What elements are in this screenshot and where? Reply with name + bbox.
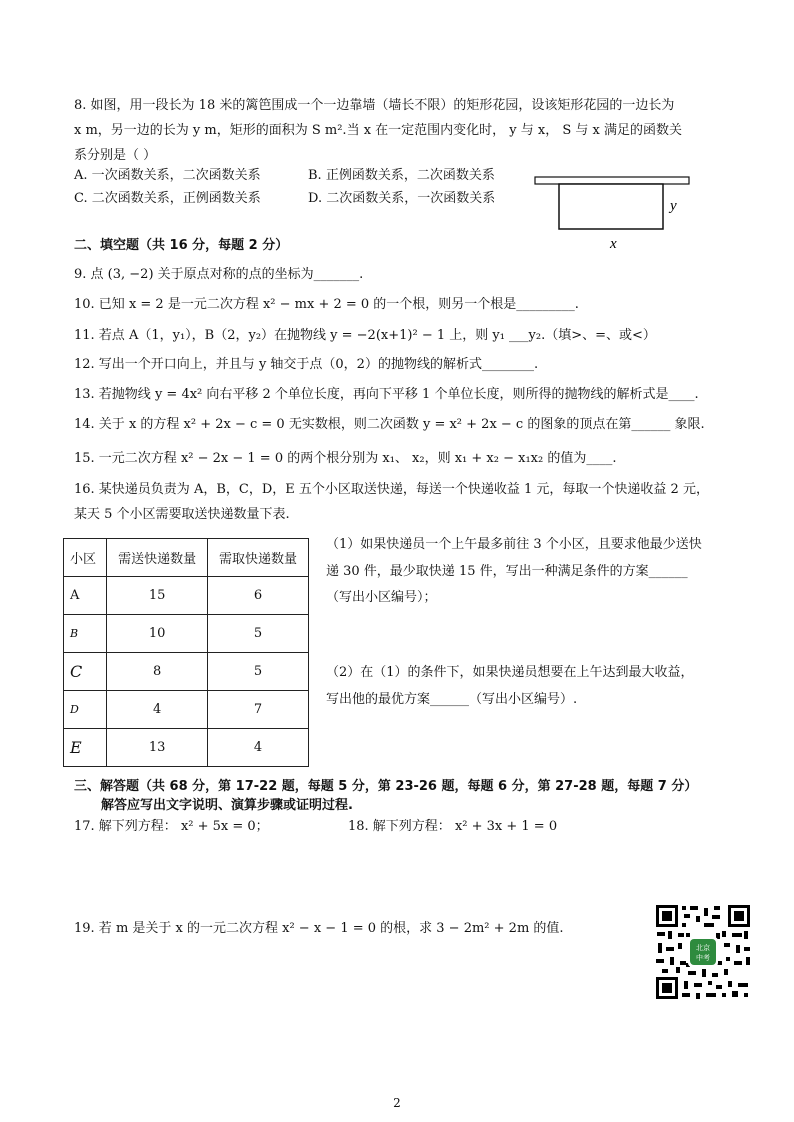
q16-part1-line2: 递 30 件，最少取快递 15 件，写出一种满足条件的方案______ bbox=[326, 564, 688, 579]
table-header-cell: 需送快递数量 bbox=[107, 539, 208, 577]
q16-part2-line2: 写出他的最优方案______（写出小区编号）. bbox=[326, 692, 578, 707]
table-cell: A bbox=[64, 577, 107, 615]
section3-instruction: 解答应写出文字说明、演算步骤或证明过程. bbox=[101, 798, 353, 813]
garden-diagram bbox=[532, 172, 697, 252]
q16-line2: 某天 5 个小区需要取送快递数量下表. bbox=[74, 507, 290, 522]
table-cell: 5 bbox=[208, 653, 309, 691]
q8-text-line2: x m，另一边的长为 y m，矩形的面积为 S m².当 x 在一定范围内变化时， y 与 x， S 与 x 满足的函数关 bbox=[74, 123, 683, 138]
table-row bbox=[64, 691, 309, 729]
q10: 10. 已知 x = 2 是一元二次方程 x² − mx + 2 = 0 的一个根，则另一个根是_________. bbox=[74, 297, 579, 312]
q16-part1-line3: （写出小区编号）； bbox=[326, 590, 437, 605]
label-x: x bbox=[610, 236, 617, 252]
q8-text-line1: 8. 如图，用一段长为 18 米的篱笆围成一个一边靠墙（墙长不限）的矩形花园，设该矩形花园的一边长为 bbox=[74, 98, 675, 113]
qr-code bbox=[654, 903, 752, 1001]
q8-option-c: C. 二次函数关系，正例函数关系 bbox=[74, 191, 261, 206]
q16-line1: 16. 某快递员负责为 A，B，C，D，E 五个小区取送快递，每送一个快递收益 1 元，每取一个快递收益 2 元， bbox=[74, 482, 709, 497]
garden-rect bbox=[559, 184, 663, 229]
q17: 17. 解下列方程： x² + 5x = 0； bbox=[74, 819, 269, 834]
table-cell: B bbox=[64, 615, 107, 653]
table-cell: 8 bbox=[107, 653, 208, 691]
table-cell: 10 bbox=[107, 615, 208, 653]
table-cell: 15 bbox=[107, 577, 208, 615]
table-cell: E bbox=[64, 729, 107, 767]
table-cell: 6 bbox=[208, 577, 309, 615]
q11: 11. 若点 A（1，y₁），B（2，y₂）在抛物线 y = −2(x+1)² − 1 上，则 y₁ ___y₂.（填>、=、或<） bbox=[74, 328, 656, 343]
table-header-cell: 需取快递数量 bbox=[208, 539, 309, 577]
table-cell: D bbox=[64, 691, 107, 729]
table-cell: C bbox=[64, 653, 107, 691]
q8-figure bbox=[532, 172, 697, 252]
table-cell: 4 bbox=[107, 691, 208, 729]
table-row bbox=[64, 577, 309, 615]
qr-code-image bbox=[654, 903, 752, 1001]
q8-option-b: B. 正例函数关系，二次函数关系 bbox=[308, 168, 495, 183]
table-header-cell: 小区 bbox=[64, 539, 107, 577]
section2-title: 二、填空题（共 16 分，每题 2 分） bbox=[74, 238, 289, 253]
q8-option-a: A. 一次函数关系，二次函数关系 bbox=[74, 168, 261, 183]
q9: 9. 点 (3, −2) 关于原点对称的点的坐标为_______. bbox=[74, 267, 364, 282]
table-header-row bbox=[64, 539, 309, 577]
q18: 18. 解下列方程： x² + 3x + 1 = 0 bbox=[348, 819, 558, 834]
q8-text-line3: 系分别是（ ） bbox=[74, 148, 157, 163]
table-cell: 5 bbox=[208, 615, 309, 653]
label-y: y bbox=[670, 198, 677, 214]
q12: 12. 写出一个开口向上，并且与 y 轴交于点（0，2）的抛物线的解析式________. bbox=[74, 357, 539, 372]
delivery-table bbox=[63, 538, 309, 767]
wall bbox=[535, 177, 689, 184]
q16-part2-line1: （2）在（1）的条件下，如果快递员想要在上午达到最大收益， bbox=[326, 665, 694, 680]
table-cell: 7 bbox=[208, 691, 309, 729]
qr-badge-text-1: 北京 bbox=[696, 944, 710, 952]
q8-option-d: D. 二次函数关系，一次函数关系 bbox=[308, 191, 496, 206]
q16-part1-line1: （1）如果快递员一个上午最多前往 3 个小区，且要求他最少送快 bbox=[326, 537, 702, 552]
table-row bbox=[64, 729, 309, 767]
section3-title: 三、解答题（共 68 分，第 17-22 题，每题 5 分，第 23-26 题，每题 6 分，第 27-28 题，每题 7 分） bbox=[74, 779, 698, 794]
q13: 13. 若抛物线 y = 4x² 向右平移 2 个单位长度，再向下平移 1 个单位长度，则所得的抛物线的解析式是____. bbox=[74, 387, 699, 402]
table-row bbox=[64, 653, 309, 691]
table-cell: 4 bbox=[208, 729, 309, 767]
table-row bbox=[64, 615, 309, 653]
table-cell: 13 bbox=[107, 729, 208, 767]
q19: 19. 若 m 是关于 x 的一元二次方程 x² − x − 1 = 0 的根，求 3 − 2m² + 2m 的值. bbox=[74, 921, 564, 936]
qr-badge-text-2: 中考 bbox=[696, 954, 710, 962]
page-number: 2 bbox=[393, 1096, 401, 1110]
q14: 14. 关于 x 的方程 x² + 2x − c = 0 无实数根，则二次函数 y = x² + 2x − c 的图象的顶点在第______ 象限. bbox=[74, 417, 705, 432]
q15: 15. 一元二次方程 x² − 2x − 1 = 0 的两个根分别为 x₁、 x₂，则 x₁ + x₂ − x₁x₂ 的值为____. bbox=[74, 451, 617, 466]
